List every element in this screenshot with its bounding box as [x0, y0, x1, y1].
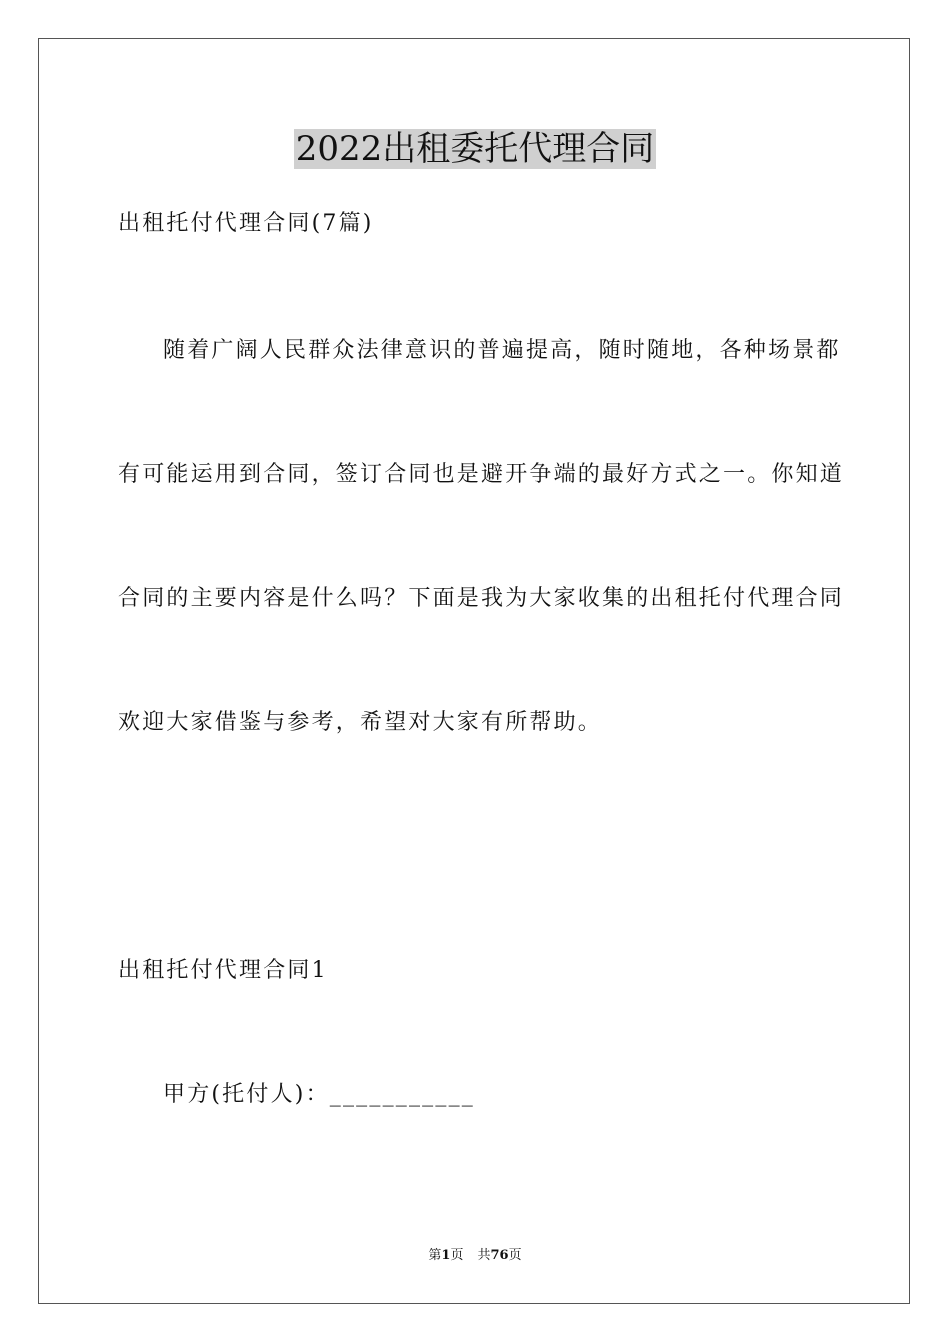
- document-title: [0, 128, 950, 170]
- intro-line-3: 合同的主要内容是什么吗？下面是我为大家收集的出租托付代理合同: [118, 586, 845, 611]
- footer-page-suffix: 页: [450, 1248, 464, 1263]
- footer-total-prefix: 共: [477, 1248, 491, 1263]
- page-footer: [0, 1247, 950, 1265]
- footer-page-prefix: 第: [428, 1248, 442, 1263]
- footer-page-total: 76: [490, 1248, 509, 1263]
- intro-line-4: 欢迎大家借鉴与参考，希望对大家有所帮助。: [118, 710, 603, 735]
- intro-line-2: 有可能运用到合同，签订合同也是避开争端的最好方式之一。你知道: [118, 462, 845, 487]
- party-a-line: 甲方(托付人)：___________: [163, 1082, 475, 1107]
- footer-total-suffix: 页: [508, 1248, 522, 1263]
- document-subtitle: 出租托付代理合同(7篇): [118, 211, 374, 236]
- intro-line-1: 随着广阔人民群众法律意识的普遍提高，随时随地，各种场景都: [163, 338, 841, 363]
- footer-page-current: 1: [441, 1248, 451, 1263]
- section-heading: 出租托付代理合同1: [118, 958, 328, 983]
- document-title-text: 2022出租委托代理合同: [295, 129, 655, 169]
